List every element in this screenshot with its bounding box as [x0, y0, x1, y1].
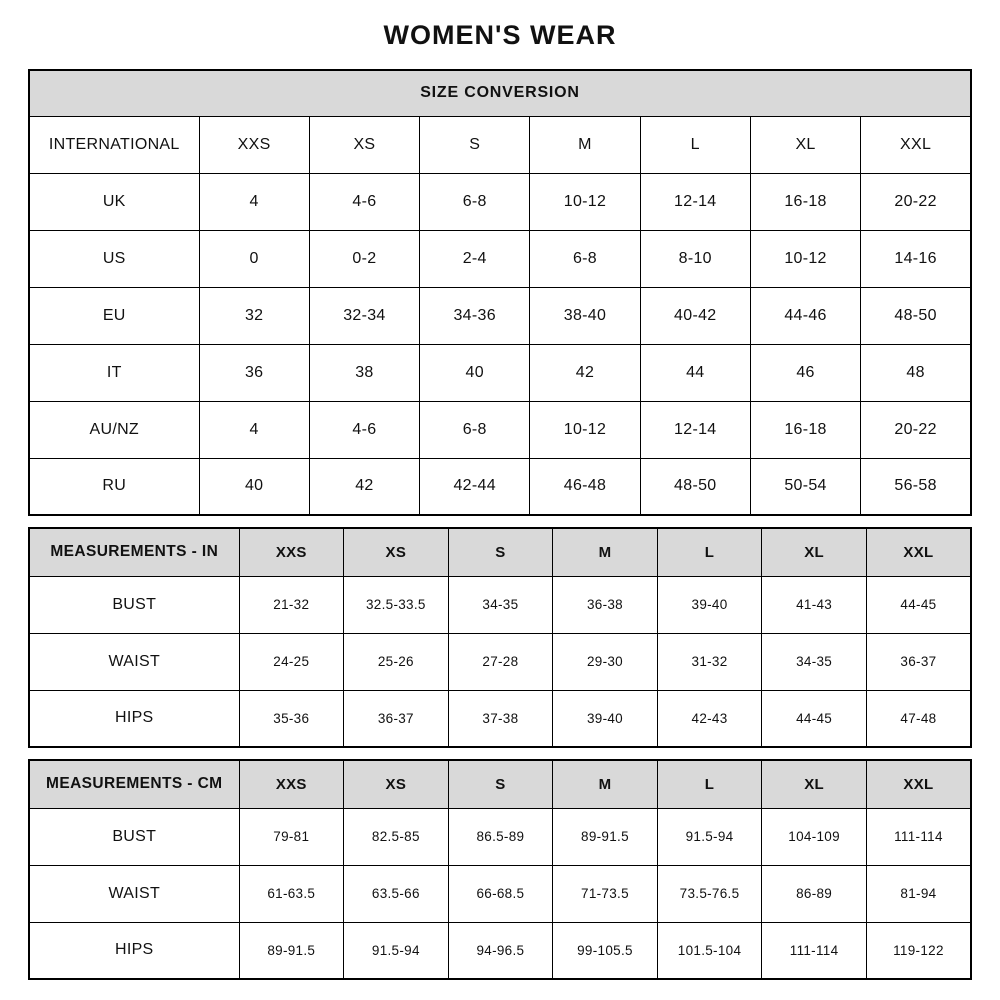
value-cell: XXL: [861, 116, 971, 173]
value-cell: 99-105.5: [553, 922, 658, 979]
value-cell: 8-10: [640, 230, 750, 287]
table-title: SIZE CONVERSION: [29, 70, 971, 116]
size-column-header: XXL: [866, 760, 971, 808]
value-cell: 0-2: [309, 230, 419, 287]
value-cell: 25-26: [344, 633, 449, 690]
value-cell: XXS: [199, 116, 309, 173]
measurements-in-body: [29, 576, 971, 747]
value-cell: 39-40: [553, 690, 658, 747]
value-cell: 4-6: [309, 401, 419, 458]
value-cell: M: [530, 116, 640, 173]
table-row: [29, 116, 971, 173]
value-cell: 32.5-33.5: [344, 576, 449, 633]
table-title: MEASUREMENTS - IN: [29, 528, 239, 576]
value-cell: 40: [420, 344, 530, 401]
value-cell: 10-12: [530, 173, 640, 230]
row-label: EU: [29, 287, 199, 344]
value-cell: 111-114: [866, 808, 971, 865]
size-column-header: XL: [762, 528, 867, 576]
measurements-in-header-row: [29, 528, 971, 576]
value-cell: 104-109: [762, 808, 867, 865]
table-row: [29, 865, 971, 922]
row-label: INTERNATIONAL: [29, 116, 199, 173]
value-cell: 41-43: [762, 576, 867, 633]
value-cell: 82.5-85: [344, 808, 449, 865]
value-cell: 6-8: [420, 173, 530, 230]
value-cell: 20-22: [861, 401, 971, 458]
value-cell: 36-37: [344, 690, 449, 747]
value-cell: 20-22: [861, 173, 971, 230]
table-row: [29, 576, 971, 633]
row-label: BUST: [29, 808, 239, 865]
value-cell: 27-28: [448, 633, 553, 690]
row-label: RU: [29, 458, 199, 515]
row-label: BUST: [29, 576, 239, 633]
table-row: [29, 344, 971, 401]
size-column-header: L: [657, 760, 762, 808]
measurements-cm-body: [29, 808, 971, 979]
value-cell: 6-8: [420, 401, 530, 458]
value-cell: 24-25: [239, 633, 344, 690]
value-cell: 32-34: [309, 287, 419, 344]
value-cell: 37-38: [448, 690, 553, 747]
measurements-cm-table: [28, 759, 972, 980]
row-label: HIPS: [29, 690, 239, 747]
size-conversion-body: [29, 116, 971, 515]
value-cell: 81-94: [866, 865, 971, 922]
value-cell: 36: [199, 344, 309, 401]
value-cell: 12-14: [640, 401, 750, 458]
row-label: WAIST: [29, 865, 239, 922]
size-column-header: XL: [762, 760, 867, 808]
value-cell: XL: [750, 116, 860, 173]
value-cell: 39-40: [657, 576, 762, 633]
value-cell: L: [640, 116, 750, 173]
value-cell: 42: [530, 344, 640, 401]
size-column-header: M: [553, 528, 658, 576]
value-cell: 35-36: [239, 690, 344, 747]
value-cell: 6-8: [530, 230, 640, 287]
measurements-cm-header-row: [29, 760, 971, 808]
value-cell: 101.5-104: [657, 922, 762, 979]
value-cell: 29-30: [553, 633, 658, 690]
value-cell: 4: [199, 173, 309, 230]
value-cell: 2-4: [420, 230, 530, 287]
value-cell: 119-122: [866, 922, 971, 979]
value-cell: 79-81: [239, 808, 344, 865]
value-cell: 4: [199, 401, 309, 458]
row-label: UK: [29, 173, 199, 230]
value-cell: 36-38: [553, 576, 658, 633]
size-column-header: L: [657, 528, 762, 576]
value-cell: 34-35: [762, 633, 867, 690]
table-row: [29, 173, 971, 230]
value-cell: 111-114: [762, 922, 867, 979]
value-cell: 32: [199, 287, 309, 344]
value-cell: 38: [309, 344, 419, 401]
size-column-header: XS: [344, 528, 449, 576]
value-cell: 42-43: [657, 690, 762, 747]
value-cell: 42: [309, 458, 419, 515]
value-cell: 42-44: [420, 458, 530, 515]
measurements-in-table: [28, 527, 972, 748]
value-cell: 71-73.5: [553, 865, 658, 922]
table-title-row: [29, 70, 971, 116]
size-column-header: XS: [344, 760, 449, 808]
row-label: US: [29, 230, 199, 287]
size-conversion-table: [28, 69, 972, 516]
value-cell: 16-18: [750, 173, 860, 230]
value-cell: 44-45: [866, 576, 971, 633]
value-cell: 61-63.5: [239, 865, 344, 922]
row-label: IT: [29, 344, 199, 401]
value-cell: 46-48: [530, 458, 640, 515]
size-column-header: XXL: [866, 528, 971, 576]
value-cell: 48-50: [640, 458, 750, 515]
value-cell: 86-89: [762, 865, 867, 922]
value-cell: 63.5-66: [344, 865, 449, 922]
value-cell: 48-50: [861, 287, 971, 344]
value-cell: 66-68.5: [448, 865, 553, 922]
table-row: [29, 230, 971, 287]
value-cell: 10-12: [530, 401, 640, 458]
table-row: [29, 922, 971, 979]
value-cell: 21-32: [239, 576, 344, 633]
row-label: HIPS: [29, 922, 239, 979]
size-chart-page: [28, 0, 972, 980]
row-label: WAIST: [29, 633, 239, 690]
value-cell: XS: [309, 116, 419, 173]
table-row: [29, 690, 971, 747]
value-cell: 16-18: [750, 401, 860, 458]
table-row: [29, 458, 971, 515]
page-title: WOMEN'S WEAR: [383, 20, 617, 50]
value-cell: 86.5-89: [448, 808, 553, 865]
table-row: [29, 401, 971, 458]
table-title: MEASUREMENTS - CM: [29, 760, 239, 808]
table-row: [29, 808, 971, 865]
value-cell: 50-54: [750, 458, 860, 515]
value-cell: 91.5-94: [344, 922, 449, 979]
value-cell: 73.5-76.5: [657, 865, 762, 922]
value-cell: 48: [861, 344, 971, 401]
value-cell: S: [420, 116, 530, 173]
value-cell: 44: [640, 344, 750, 401]
value-cell: 94-96.5: [448, 922, 553, 979]
value-cell: 4-6: [309, 173, 419, 230]
value-cell: 34-36: [420, 287, 530, 344]
value-cell: 91.5-94: [657, 808, 762, 865]
value-cell: 12-14: [640, 173, 750, 230]
value-cell: 56-58: [861, 458, 971, 515]
size-column-header: XXS: [239, 760, 344, 808]
table-row: [29, 287, 971, 344]
table-row: [29, 633, 971, 690]
value-cell: 14-16: [861, 230, 971, 287]
value-cell: 44-46: [750, 287, 860, 344]
value-cell: 89-91.5: [553, 808, 658, 865]
size-column-header: S: [448, 760, 553, 808]
value-cell: 31-32: [657, 633, 762, 690]
value-cell: 38-40: [530, 287, 640, 344]
value-cell: 40-42: [640, 287, 750, 344]
size-column-header: XXS: [239, 528, 344, 576]
value-cell: 0: [199, 230, 309, 287]
value-cell: 89-91.5: [239, 922, 344, 979]
value-cell: 46: [750, 344, 860, 401]
size-column-header: S: [448, 528, 553, 576]
value-cell: 47-48: [866, 690, 971, 747]
value-cell: 40: [199, 458, 309, 515]
row-label: AU/NZ: [29, 401, 199, 458]
value-cell: 44-45: [762, 690, 867, 747]
value-cell: 36-37: [866, 633, 971, 690]
value-cell: 10-12: [750, 230, 860, 287]
value-cell: 34-35: [448, 576, 553, 633]
size-column-header: M: [553, 760, 658, 808]
